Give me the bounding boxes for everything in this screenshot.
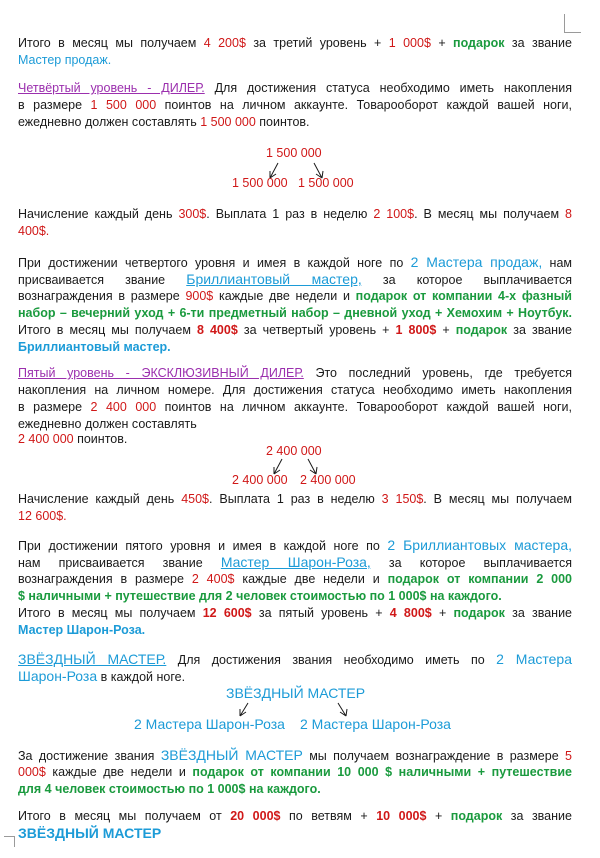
diagram-right-value: 1 500 000 xyxy=(298,176,354,190)
text-line: При достижении пятого уровня и имея в каждой ноге по 2 Бриллиантовых мастера, xyxy=(18,537,573,553)
text-line: ЗВЁЗДНЫЙ МАСТЕР xyxy=(18,825,162,841)
text-line: вознаграждения в размере 900$ каждые две недели и подарок от компании 4-х фазный xyxy=(18,289,572,303)
diagram-left-value: 1 500 000 xyxy=(232,176,288,190)
text-line: Мастер продаж. xyxy=(18,53,112,67)
text-line: в размере 2 400 000 поинтов на личном аккаунте. Товарооборот каждой вашей ноги, xyxy=(18,400,572,414)
section-heading-level4: Четвёртый уровень - ДИЛЕР. Для достижения статуса необходимо иметь накопления xyxy=(18,81,572,95)
text-line: 000$ каждые две недели и подарок от компании 10 000 $ наличными + путешествие xyxy=(18,765,572,779)
diagram-top-value: ЗВЁЗДНЫЙ МАСТЕР xyxy=(226,685,366,701)
text-line: $ наличными + путешествие для 2 человек стоимостью по 1 000$ на каждого. xyxy=(18,589,502,603)
text-line: Мастер Шарон-Роза. xyxy=(18,623,146,637)
text-line: Итого в месяц мы получаем 12 600$ за пятый уровень + 4 800$ + подарок за звание xyxy=(18,606,573,620)
text-line: Начисление каждый день 450$. Выплата 1 раз в неделю 3 150$. В месяц мы получаем xyxy=(18,492,572,506)
diagram-right-value: 2 Мастера Шарон-Роза xyxy=(300,716,451,732)
arrow-right xyxy=(314,163,323,178)
diagram-left-value: 2 Мастера Шарон-Роза xyxy=(134,716,285,732)
text-line: набор – вечерний уход + 6-ти предметный набор – дневной уход + Хемохим + Ноутбук. xyxy=(18,306,572,320)
arrow-left xyxy=(274,459,282,474)
arrow-left xyxy=(270,163,278,178)
text-line: вознаграждения в размере 2 400$ каждые две недели и подарок от компании 2 000 xyxy=(18,572,572,586)
arrow-left xyxy=(240,703,248,716)
section-heading-level5: Пятый уровень - ЭКСКЛЮЗИВНЫЙ ДИЛЕР. Это последний уровень, где требуется xyxy=(18,366,572,380)
text-line: присваивается звание Бриллиантовый мастер, за которое выплачивается xyxy=(18,271,572,287)
text-line: Начисление каждый день 300$. Выплата 1 раз в неделю 2 100$. В месяц мы получаем 8 xyxy=(18,207,572,221)
text-line: 12 600$. xyxy=(18,509,67,523)
text-line: Итого в месяц мы получаем 4 200$ за третий уровень + 1 000$ + подарок за звание xyxy=(18,36,572,50)
text-line: 2 400 000 поинтов. xyxy=(18,432,128,446)
text-line: 400$. xyxy=(18,224,50,238)
diagram-left-value: 2 400 000 xyxy=(232,473,288,487)
text-line: Шарон-Роза в каждой ноге. xyxy=(18,668,186,684)
text-line: Бриллиантовый мастер. xyxy=(18,340,171,354)
text-line: накопления на личном номере. Для достижения статуса необходимо иметь накопления xyxy=(18,383,572,397)
arrow-right xyxy=(338,703,347,716)
text-line: ежедневно должен составлять xyxy=(18,417,197,431)
page-corner-mark xyxy=(4,836,15,847)
arrow-right xyxy=(308,459,317,474)
diagram-top-value: 1 500 000 xyxy=(266,146,322,160)
text-line: для 4 человек стоимостью по 1 000$ на каждого. xyxy=(18,782,321,796)
text-line: в размере 1 500 000 поинтов на личном аккаунте. Товарооборот каждой вашей ноги, xyxy=(18,98,572,112)
text-line: нам присваивается звание Мастер Шарон-Роза, за которое выплачивается xyxy=(18,554,572,570)
diagram-top-value: 2 400 000 xyxy=(266,444,322,458)
text-line: При достижении четвертого уровня и имея в каждой ноге по 2 Мастера продаж, нам xyxy=(18,254,572,270)
text-line: Итого в месяц мы получаем 8 400$ за четвертый уровень + 1 800$ + подарок за звание xyxy=(18,323,572,337)
text-line: ежедневно должен составлять 1 500 000 поинтов. xyxy=(18,115,310,129)
diagram-right-value: 2 400 000 xyxy=(300,473,356,487)
section-heading-star: ЗВЁЗДНЫЙ МАСТЕР. Для достижения звания необходимо иметь по 2 Мастера xyxy=(18,651,572,667)
text-line: За достижение звания ЗВЁЗДНЫЙ МАСТЕР мы получаем вознаграждение в размере 5 xyxy=(18,747,572,763)
text-line: Итого в месяц мы получаем от 20 000$ по ветвям + 10 000$ + подарок за звание xyxy=(18,809,572,823)
